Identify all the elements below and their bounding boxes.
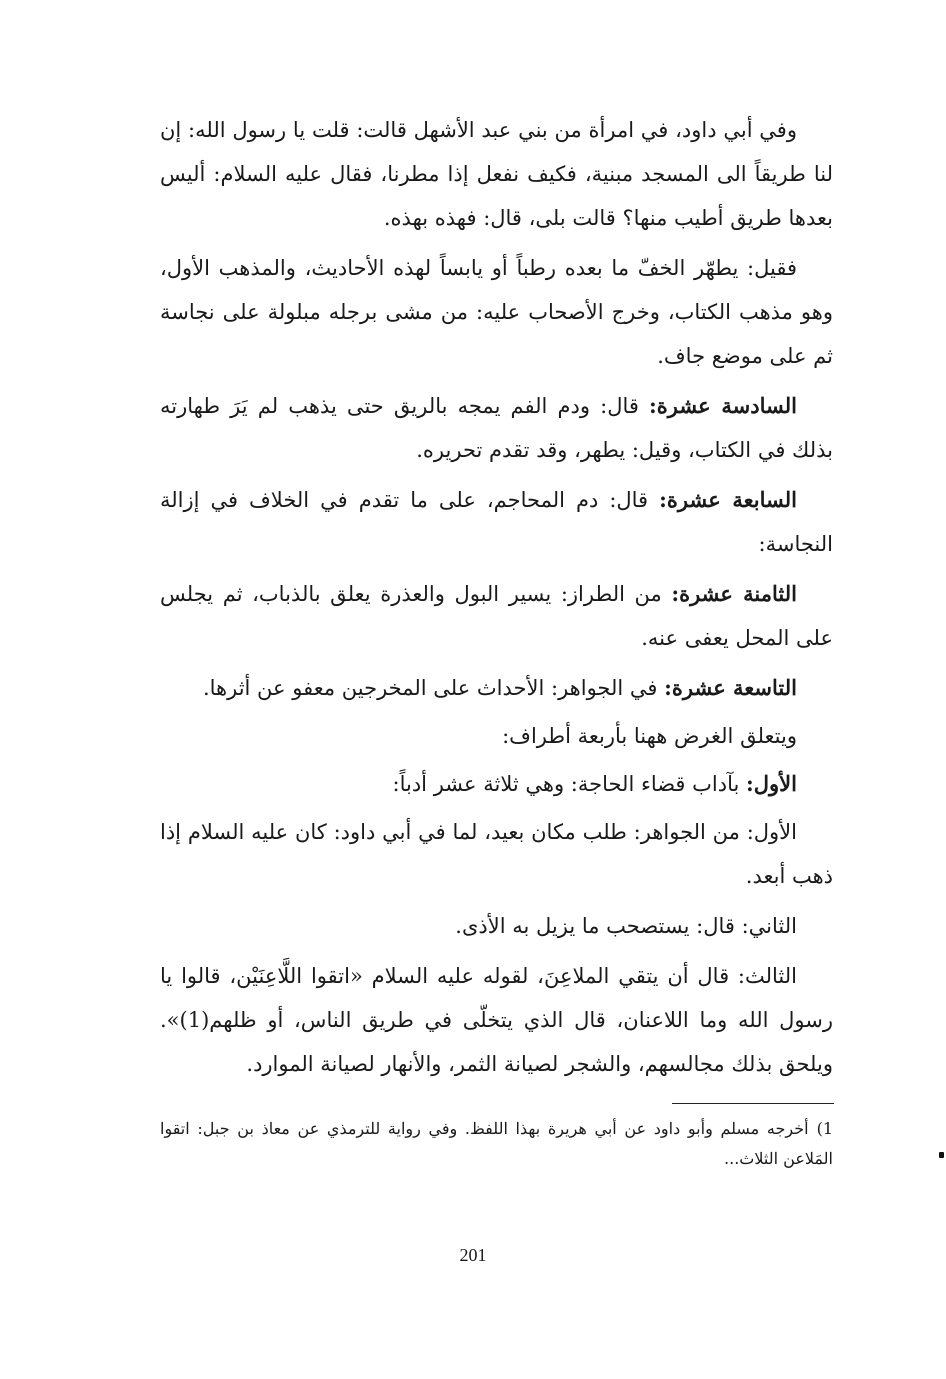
paragraph — [160, 246, 833, 378]
scan-mark — [939, 1152, 944, 1158]
footnote-number: 1) — [816, 1119, 833, 1138]
paragraph-text: قال: دم المحاجم، على ما تقدم في الخلاف في إزالة النجاسة: — [160, 488, 833, 556]
paragraph — [160, 954, 833, 1086]
paragraph — [160, 478, 833, 566]
paragraph-text: فقيل: يطهّر الخفّ ما بعده رطباً أو يابساً لهذه الأحاديث، والمذهب الأول، وهو مذهب الكتاب، وخرج الأصحاب عليه: من مشى برجله مبلولة على نجاسة ثم على موضع جاف. — [160, 256, 833, 368]
paragraph-heading: الأول: — [746, 771, 797, 796]
paragraph — [160, 714, 833, 758]
footnote-separator — [672, 1103, 834, 1104]
paragraph-text: ويتعلق الغرض ههنا بأربعة أطراف: — [502, 724, 797, 748]
paragraph-heading: التاسعة عشرة: — [664, 675, 797, 700]
paragraph-text: الأول: من الجواهر: طلب مكان بعيد، لما في أبي داود: كان عليه السلام إذا ذهب أبعد. — [160, 820, 833, 888]
paragraph-text: قال: ودم الفم يمجه بالريق حتى يذهب لم يَرَ طهارته بذلك في الكتاب، وقيل: يطهر، وقد تقدم تحريره. — [160, 394, 833, 462]
paragraph — [160, 384, 833, 472]
main-text — [160, 108, 833, 1092]
paragraph-heading: السادسة عشرة: — [649, 393, 797, 418]
paragraph — [160, 762, 833, 806]
paragraph-text: من الطراز: يسير البول والعذرة يعلق بالذباب، ثم يجلس على المحل يعفى عنه. — [160, 582, 833, 650]
paragraph-text: وفي أبي داود، في امرأة من بني عبد الأشهل قالت: قلت يا رسول الله: إن لنا طريقاً الى المسجد مبنية، فكيف نفعل إذا مطرنا، فقال عليه السلام: أليس بعدها طريق أطيب منها؟ قالت بلى، قال: فهذه بهذه. — [160, 118, 833, 230]
paragraph-text: الثالث: قال أن يتقي الملاعِنَ، لقوله عليه السلام «اتقوا اللَّاعِنَيْن، قالوا يا رسول الله وما اللاعنان، قال الذي يتخلّى في طريق الناس، أو ظلهم(1)». ويلحق بذلك مجالسهم، والشجر لصيانة الثمر، والأنهار لصيانة الموارد. — [160, 964, 833, 1076]
paragraph-text: الثاني: قال: يستصحب ما يزيل به الأذى. — [455, 914, 797, 938]
paragraph — [160, 666, 833, 710]
paragraph-text: في الجواهر: الأحداث على المخرجين معفو عن أثرها. — [202, 676, 665, 700]
page-number: 201 — [459, 1245, 487, 1265]
paragraph-heading: الثامنة عشرة: — [671, 581, 797, 606]
paragraph — [160, 572, 833, 660]
paragraph-heading: السابعة عشرة: — [659, 487, 797, 512]
footnote-text: أخرجه مسلم وأبو داود عن أبي هريرة بهذا اللفظ. وفي رواية للترمذي عن معاذ بن جبل: اتقوا المَلاعن الثلاث... — [160, 1119, 833, 1168]
paragraph — [160, 108, 833, 240]
paragraph — [160, 904, 833, 948]
footnote — [160, 1114, 833, 1174]
paragraph-text: بآداب قضاء الحاجة: وهي ثلاثة عشر أدباً: — [392, 772, 747, 796]
paragraph — [160, 810, 833, 898]
